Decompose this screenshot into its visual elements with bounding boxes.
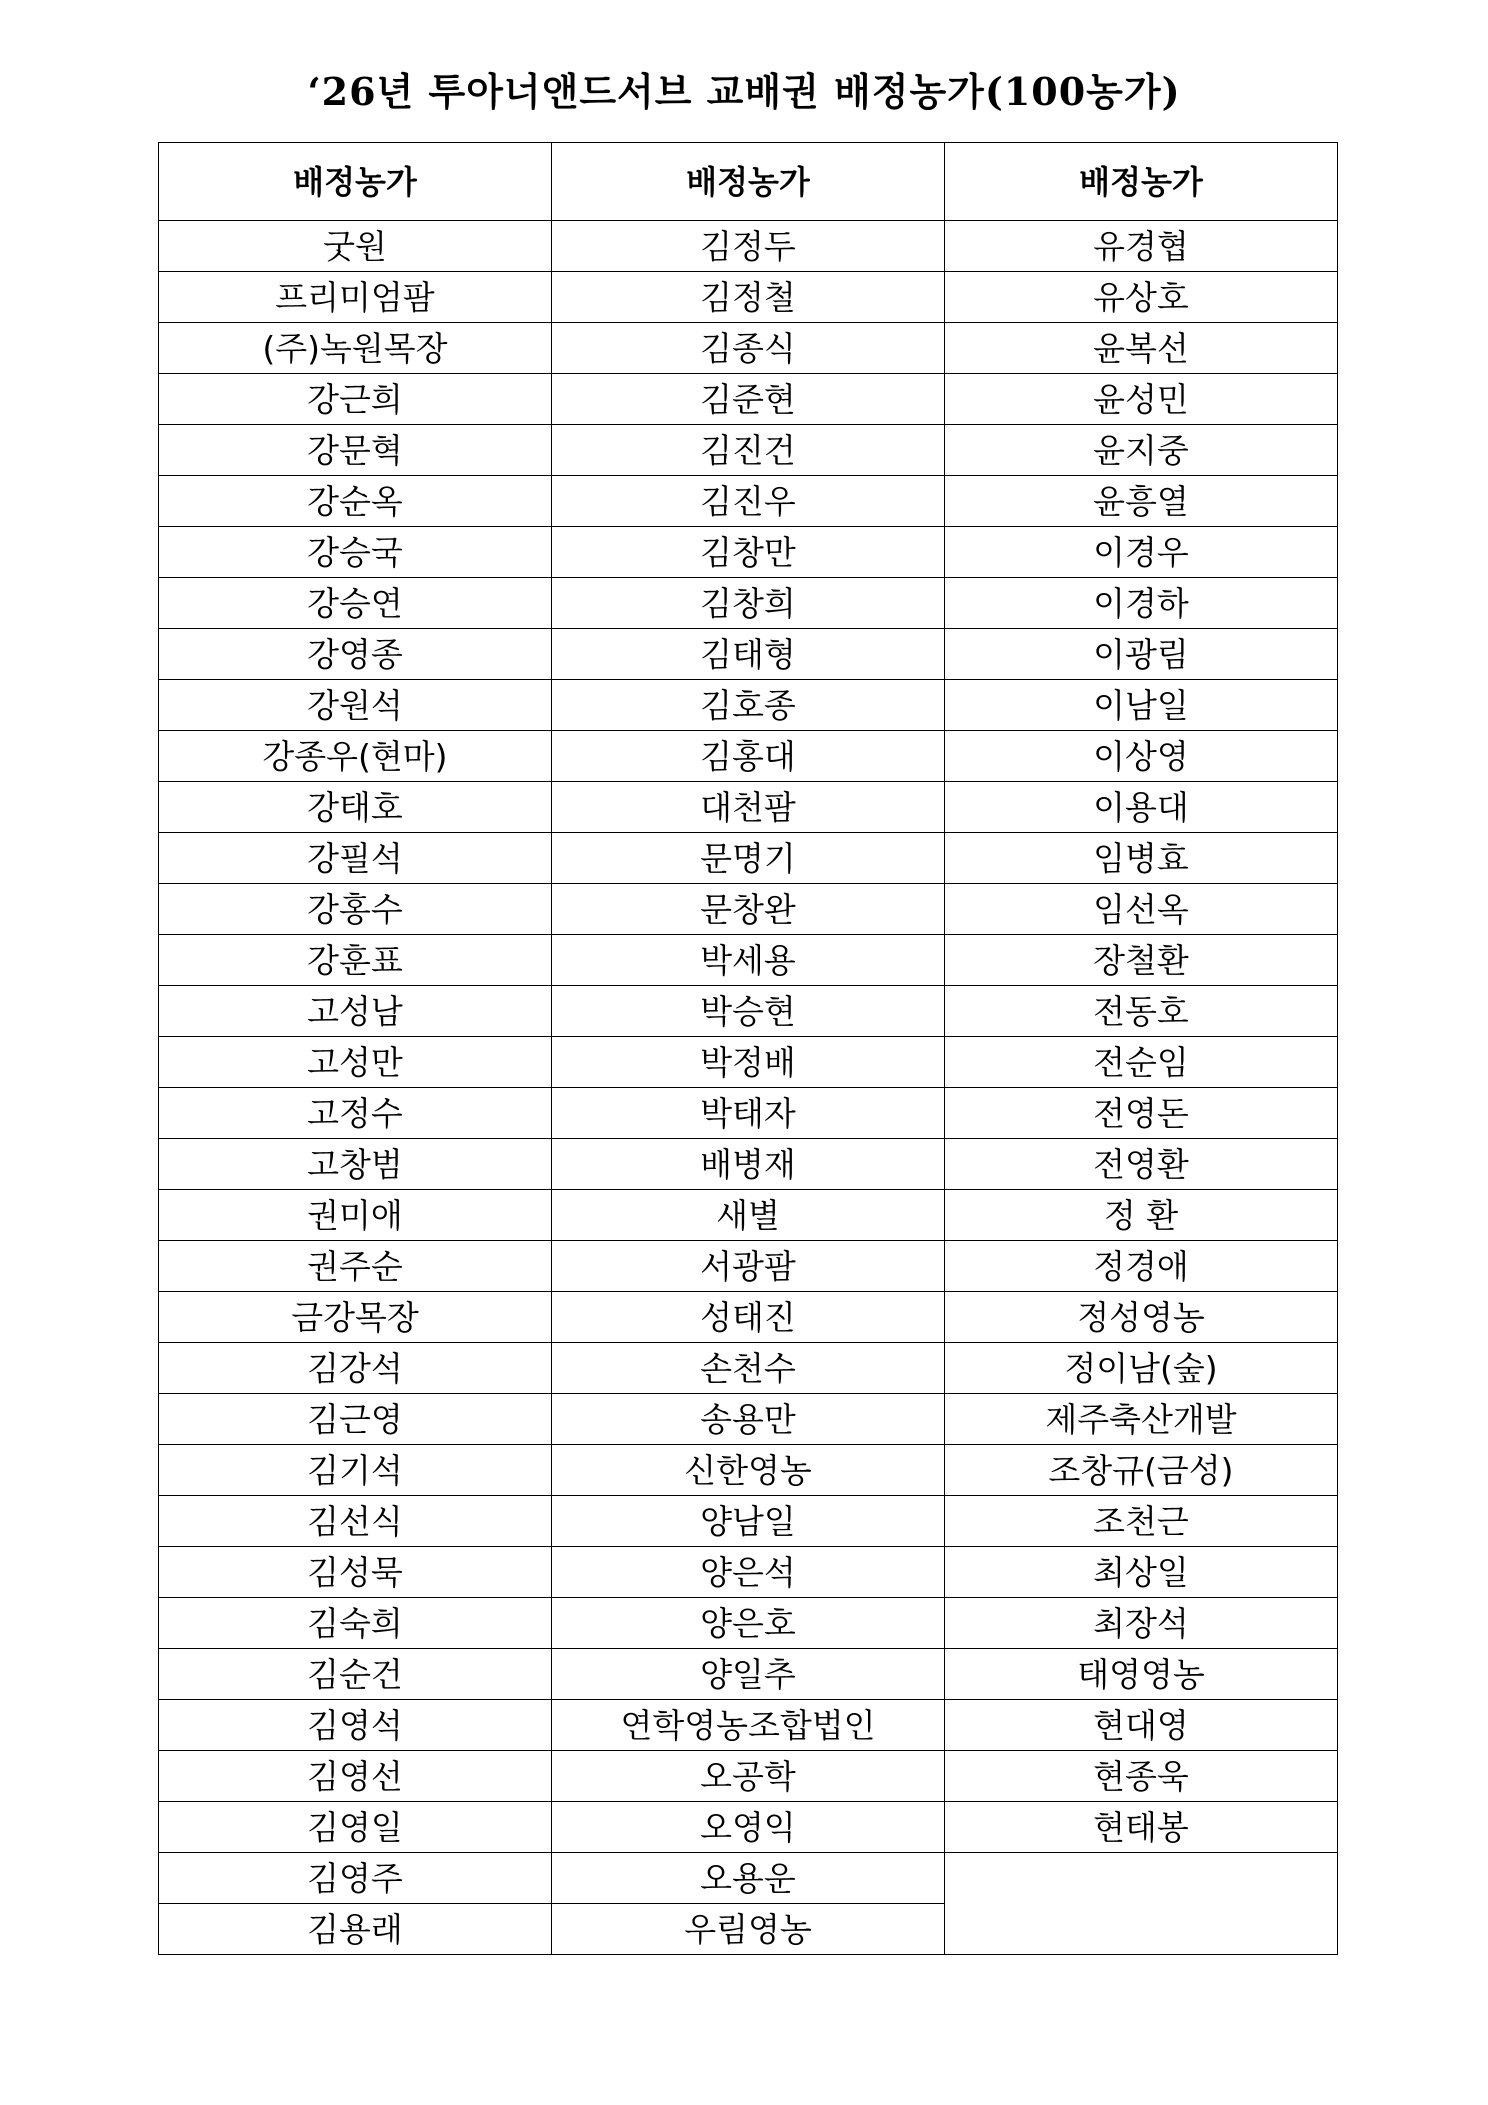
farm-name-cell: 김용래	[159, 1904, 552, 1955]
table-row	[159, 272, 1338, 323]
farm-name-cell: 강필석	[159, 833, 552, 884]
farm-name-cell: 정이남(숲)	[945, 1343, 1338, 1394]
table-row	[159, 1190, 1338, 1241]
table-row	[159, 1088, 1338, 1139]
farm-name-cell: 정 환	[945, 1190, 1338, 1241]
farm-name-cell: 강종우(현마)	[159, 731, 552, 782]
table-row	[159, 986, 1338, 1037]
farm-name-cell: 이광림	[945, 629, 1338, 680]
farm-name-cell: 김선식	[159, 1496, 552, 1547]
farm-name-cell: 조창규(금성)	[945, 1445, 1338, 1496]
table-row	[159, 221, 1338, 272]
table-row	[159, 1700, 1338, 1751]
farm-name-cell: 박승현	[552, 986, 945, 1037]
table-row	[159, 884, 1338, 935]
farm-name-cell: 김진건	[552, 425, 945, 476]
farm-name-cell: 김영일	[159, 1802, 552, 1853]
farm-name-cell: 새별	[552, 1190, 945, 1241]
farm-name-cell: 윤흥열	[945, 476, 1338, 527]
farm-name-cell: 정경애	[945, 1241, 1338, 1292]
table-row	[159, 1598, 1338, 1649]
farm-name-cell: 연학영농조합법인	[552, 1700, 945, 1751]
column-header: 배정농가	[552, 143, 945, 221]
table-row	[159, 731, 1338, 782]
farm-name-cell: 전동호	[945, 986, 1338, 1037]
farm-name-cell: 최장석	[945, 1598, 1338, 1649]
farm-name-cell: 강원석	[159, 680, 552, 731]
farm-name-cell: 김강석	[159, 1343, 552, 1394]
farm-name-cell: 김영선	[159, 1751, 552, 1802]
farm-name-cell: 김태형	[552, 629, 945, 680]
table-row	[159, 1292, 1338, 1343]
farm-name-cell: 김근영	[159, 1394, 552, 1445]
farm-name-cell: 전영환	[945, 1139, 1338, 1190]
farm-name-cell: 제주축산개발	[945, 1394, 1338, 1445]
farm-name-cell: 현대영	[945, 1700, 1338, 1751]
farm-name-cell: 현태봉	[945, 1802, 1338, 1853]
farm-name-cell: 이경하	[945, 578, 1338, 629]
farm-name-cell: 강근희	[159, 374, 552, 425]
table-row	[159, 1547, 1338, 1598]
farm-name-cell: 권미애	[159, 1190, 552, 1241]
farm-name-cell: 강홍수	[159, 884, 552, 935]
farm-name-cell: (주)녹원목장	[159, 323, 552, 374]
farm-name-cell: 양은석	[552, 1547, 945, 1598]
table-row	[159, 425, 1338, 476]
farm-name-cell: 장철환	[945, 935, 1338, 986]
table-row	[159, 578, 1338, 629]
farm-name-cell: 강훈표	[159, 935, 552, 986]
farm-name-cell: 김기석	[159, 1445, 552, 1496]
farm-name-cell: 금강목장	[159, 1292, 552, 1343]
farm-name-cell: 김숙희	[159, 1598, 552, 1649]
farm-name-cell: 윤복선	[945, 323, 1338, 374]
farm-name-cell: 김순건	[159, 1649, 552, 1700]
farm-name-cell: 고성만	[159, 1037, 552, 1088]
farm-name-cell: 김진우	[552, 476, 945, 527]
farm-name-cell: 김창만	[552, 527, 945, 578]
farm-name-cell: 손천수	[552, 1343, 945, 1394]
farm-name-cell: 프리미엄팜	[159, 272, 552, 323]
farm-name-cell: 김영석	[159, 1700, 552, 1751]
table-body	[159, 221, 1338, 1955]
table-row	[159, 1496, 1338, 1547]
table-row	[159, 323, 1338, 374]
farm-name-cell: 오영익	[552, 1802, 945, 1853]
farm-name-cell: 이경우	[945, 527, 1338, 578]
farm-name-cell: 강승연	[159, 578, 552, 629]
farm-name-cell: 성태진	[552, 1292, 945, 1343]
table-row	[159, 1394, 1338, 1445]
table-row	[159, 1853, 1338, 1904]
table-row	[159, 1802, 1338, 1853]
farm-name-cell: 전영돈	[945, 1088, 1338, 1139]
table-row	[159, 1139, 1338, 1190]
farm-name-cell: 태영영농	[945, 1649, 1338, 1700]
table-row	[159, 833, 1338, 884]
table-row	[159, 1343, 1338, 1394]
farm-name-cell: 임병효	[945, 833, 1338, 884]
document-title: ‘26년 투아너앤드서브 교배권 배정농가(100농가)	[307, 69, 1181, 114]
farm-name-cell: 임선옥	[945, 884, 1338, 935]
farm-name-cell: 신한영농	[552, 1445, 945, 1496]
table-row	[159, 374, 1338, 425]
farm-name-cell: 윤지중	[945, 425, 1338, 476]
table-row	[159, 527, 1338, 578]
farm-name-cell: 유경협	[945, 221, 1338, 272]
farm-name-cell: 김창희	[552, 578, 945, 629]
farm-name-cell: 배병재	[552, 1139, 945, 1190]
farm-name-cell: 조천근	[945, 1496, 1338, 1547]
farm-name-cell: 윤성민	[945, 374, 1338, 425]
farm-name-cell: 강태호	[159, 782, 552, 833]
table-row	[159, 629, 1338, 680]
farm-name-cell: 권주순	[159, 1241, 552, 1292]
farm-name-cell: 양은호	[552, 1598, 945, 1649]
farm-name-cell: 현종욱	[945, 1751, 1338, 1802]
farm-name-cell: 강문혁	[159, 425, 552, 476]
farm-name-cell: 오공학	[552, 1751, 945, 1802]
farm-name-cell: 강승국	[159, 527, 552, 578]
table-row	[159, 1445, 1338, 1496]
farm-name-cell: 양남일	[552, 1496, 945, 1547]
farm-name-cell: 양일추	[552, 1649, 945, 1700]
farm-name-cell: 강순옥	[159, 476, 552, 527]
farm-name-cell: 우림영농	[552, 1904, 945, 1955]
farm-name-cell: 전순임	[945, 1037, 1338, 1088]
farm-name-cell: 강영종	[159, 629, 552, 680]
farm-name-cell: 고성남	[159, 986, 552, 1037]
farm-name-cell: 박태자	[552, 1088, 945, 1139]
farm-name-cell: 문명기	[552, 833, 945, 884]
table-row	[159, 782, 1338, 833]
column-header: 배정농가	[159, 143, 552, 221]
farm-name-cell: 김정철	[552, 272, 945, 323]
farm-name-cell: 대천팜	[552, 782, 945, 833]
farm-name-cell: 정성영농	[945, 1292, 1338, 1343]
farm-name-cell: 김성묵	[159, 1547, 552, 1598]
farm-name-cell: 송용만	[552, 1394, 945, 1445]
farm-name-cell: 김홍대	[552, 731, 945, 782]
farm-name-cell: 서광팜	[552, 1241, 945, 1292]
farm-name-cell: 이남일	[945, 680, 1338, 731]
farm-name-cell: 박정배	[552, 1037, 945, 1088]
table-row	[159, 680, 1338, 731]
farm-name-cell: 이상영	[945, 731, 1338, 782]
table-row	[159, 1037, 1338, 1088]
farm-name-cell: 김영주	[159, 1853, 552, 1904]
farm-name-cell: 이용대	[945, 782, 1338, 833]
farm-name-cell: 김준현	[552, 374, 945, 425]
table-row	[159, 935, 1338, 986]
table-row	[159, 1241, 1338, 1292]
farm-name-cell: 김종식	[552, 323, 945, 374]
farm-name-cell: 박세용	[552, 935, 945, 986]
farm-name-cell: 굿원	[159, 221, 552, 272]
table-row	[159, 1649, 1338, 1700]
empty-cell	[945, 1853, 1338, 1955]
farm-name-cell: 최상일	[945, 1547, 1338, 1598]
table-row	[159, 476, 1338, 527]
farm-name-cell: 김정두	[552, 221, 945, 272]
table-row	[159, 1751, 1338, 1802]
farm-name-cell: 고정수	[159, 1088, 552, 1139]
farm-name-cell: 김호종	[552, 680, 945, 731]
farm-name-cell: 유상호	[945, 272, 1338, 323]
farm-table	[158, 142, 1338, 1955]
farm-name-cell: 고창범	[159, 1139, 552, 1190]
farm-name-cell: 문창완	[552, 884, 945, 935]
farm-name-cell: 오용운	[552, 1853, 945, 1904]
column-header: 배정농가	[945, 143, 1338, 221]
table-header-row	[159, 143, 1338, 221]
